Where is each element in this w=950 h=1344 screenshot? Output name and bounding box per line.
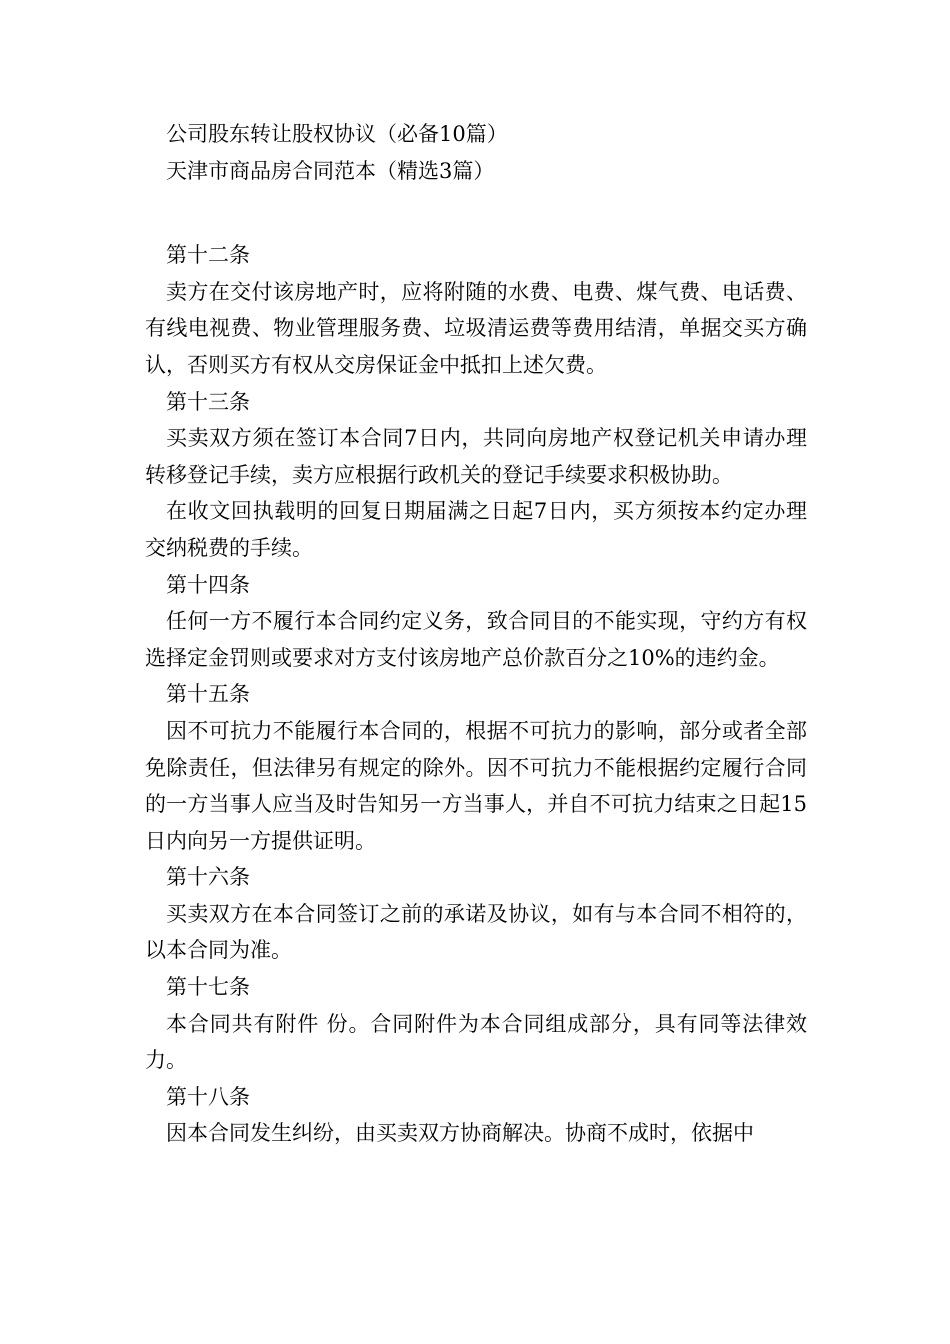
- article-heading: 第十七条: [166, 975, 250, 1000]
- article-18: [145, 1079, 807, 1152]
- document-page: [145, 116, 807, 1152]
- article-heading: 第十四条: [166, 572, 250, 597]
- article-13: [145, 384, 807, 567]
- article-heading: 第十六条: [166, 865, 250, 890]
- article-heading: 第十五条: [166, 682, 250, 707]
- article-paragraph: 卖方在交付该房地产时，应将附随的水费、电费、煤气费、电话费、有线电视费、物业管理服务费、垃圾清运费等费用结清，单据交买方确认，否则买方有权从交房保证金中抵扣上述欠费。: [145, 279, 807, 377]
- article-16: [145, 859, 807, 969]
- spacer: [145, 189, 807, 237]
- article-paragraph: 因不可抗力不能履行本合同的，根据不可抗力的影响，部分或者全部免除责任，但法律另有规定的除外。因不可抗力不能根据约定履行合同的一方当事人应当及时告知另一方当事人，并自不可抗力结束之日起15日内向另一方提供证明。: [145, 718, 807, 853]
- article-paragraph: 买卖双方须在签订本合同7日内，共同向房地产权登记机关申请办理转移登记手续，卖方应根据行政机关的登记手续要求积极协助。: [145, 426, 807, 487]
- related-links: [145, 116, 807, 189]
- article-paragraph: 买卖双方在本合同签订之前的承诺及协议，如有与本合同不相符的，以本合同为准。: [145, 901, 807, 963]
- article-15: [145, 676, 807, 859]
- article-17: [145, 969, 807, 1079]
- article-heading: 第十二条: [166, 243, 250, 268]
- article-12: [145, 237, 807, 383]
- related-link-2[interactable]: 天津市商品房合同范本（精选3篇）: [166, 158, 495, 183]
- article-14: [145, 567, 807, 677]
- article-paragraph: 在收文回执载明的回复日期届满之日起7日内，买方须按本约定办理交纳税费的手续。: [145, 499, 807, 560]
- article-paragraph: 本合同共有附件 份。合同附件为本合同组成部分，具有同等法律效力。: [145, 1011, 807, 1073]
- article-heading: 第十八条: [166, 1084, 250, 1109]
- article-heading: 第十三条: [166, 389, 250, 414]
- article-paragraph: 任何一方不履行本合同约定义务，致合同目的不能实现，守约方有权选择定金罚则或要求对方支付该房地产总价款百分之10%的违约金。: [145, 609, 807, 670]
- related-link-1[interactable]: 公司股东转让股权协议（必备10篇）: [166, 122, 508, 146]
- article-paragraph: 因本合同发生纠纷，由买卖双方协商解决。协商不成时，依据中: [166, 1121, 754, 1146]
